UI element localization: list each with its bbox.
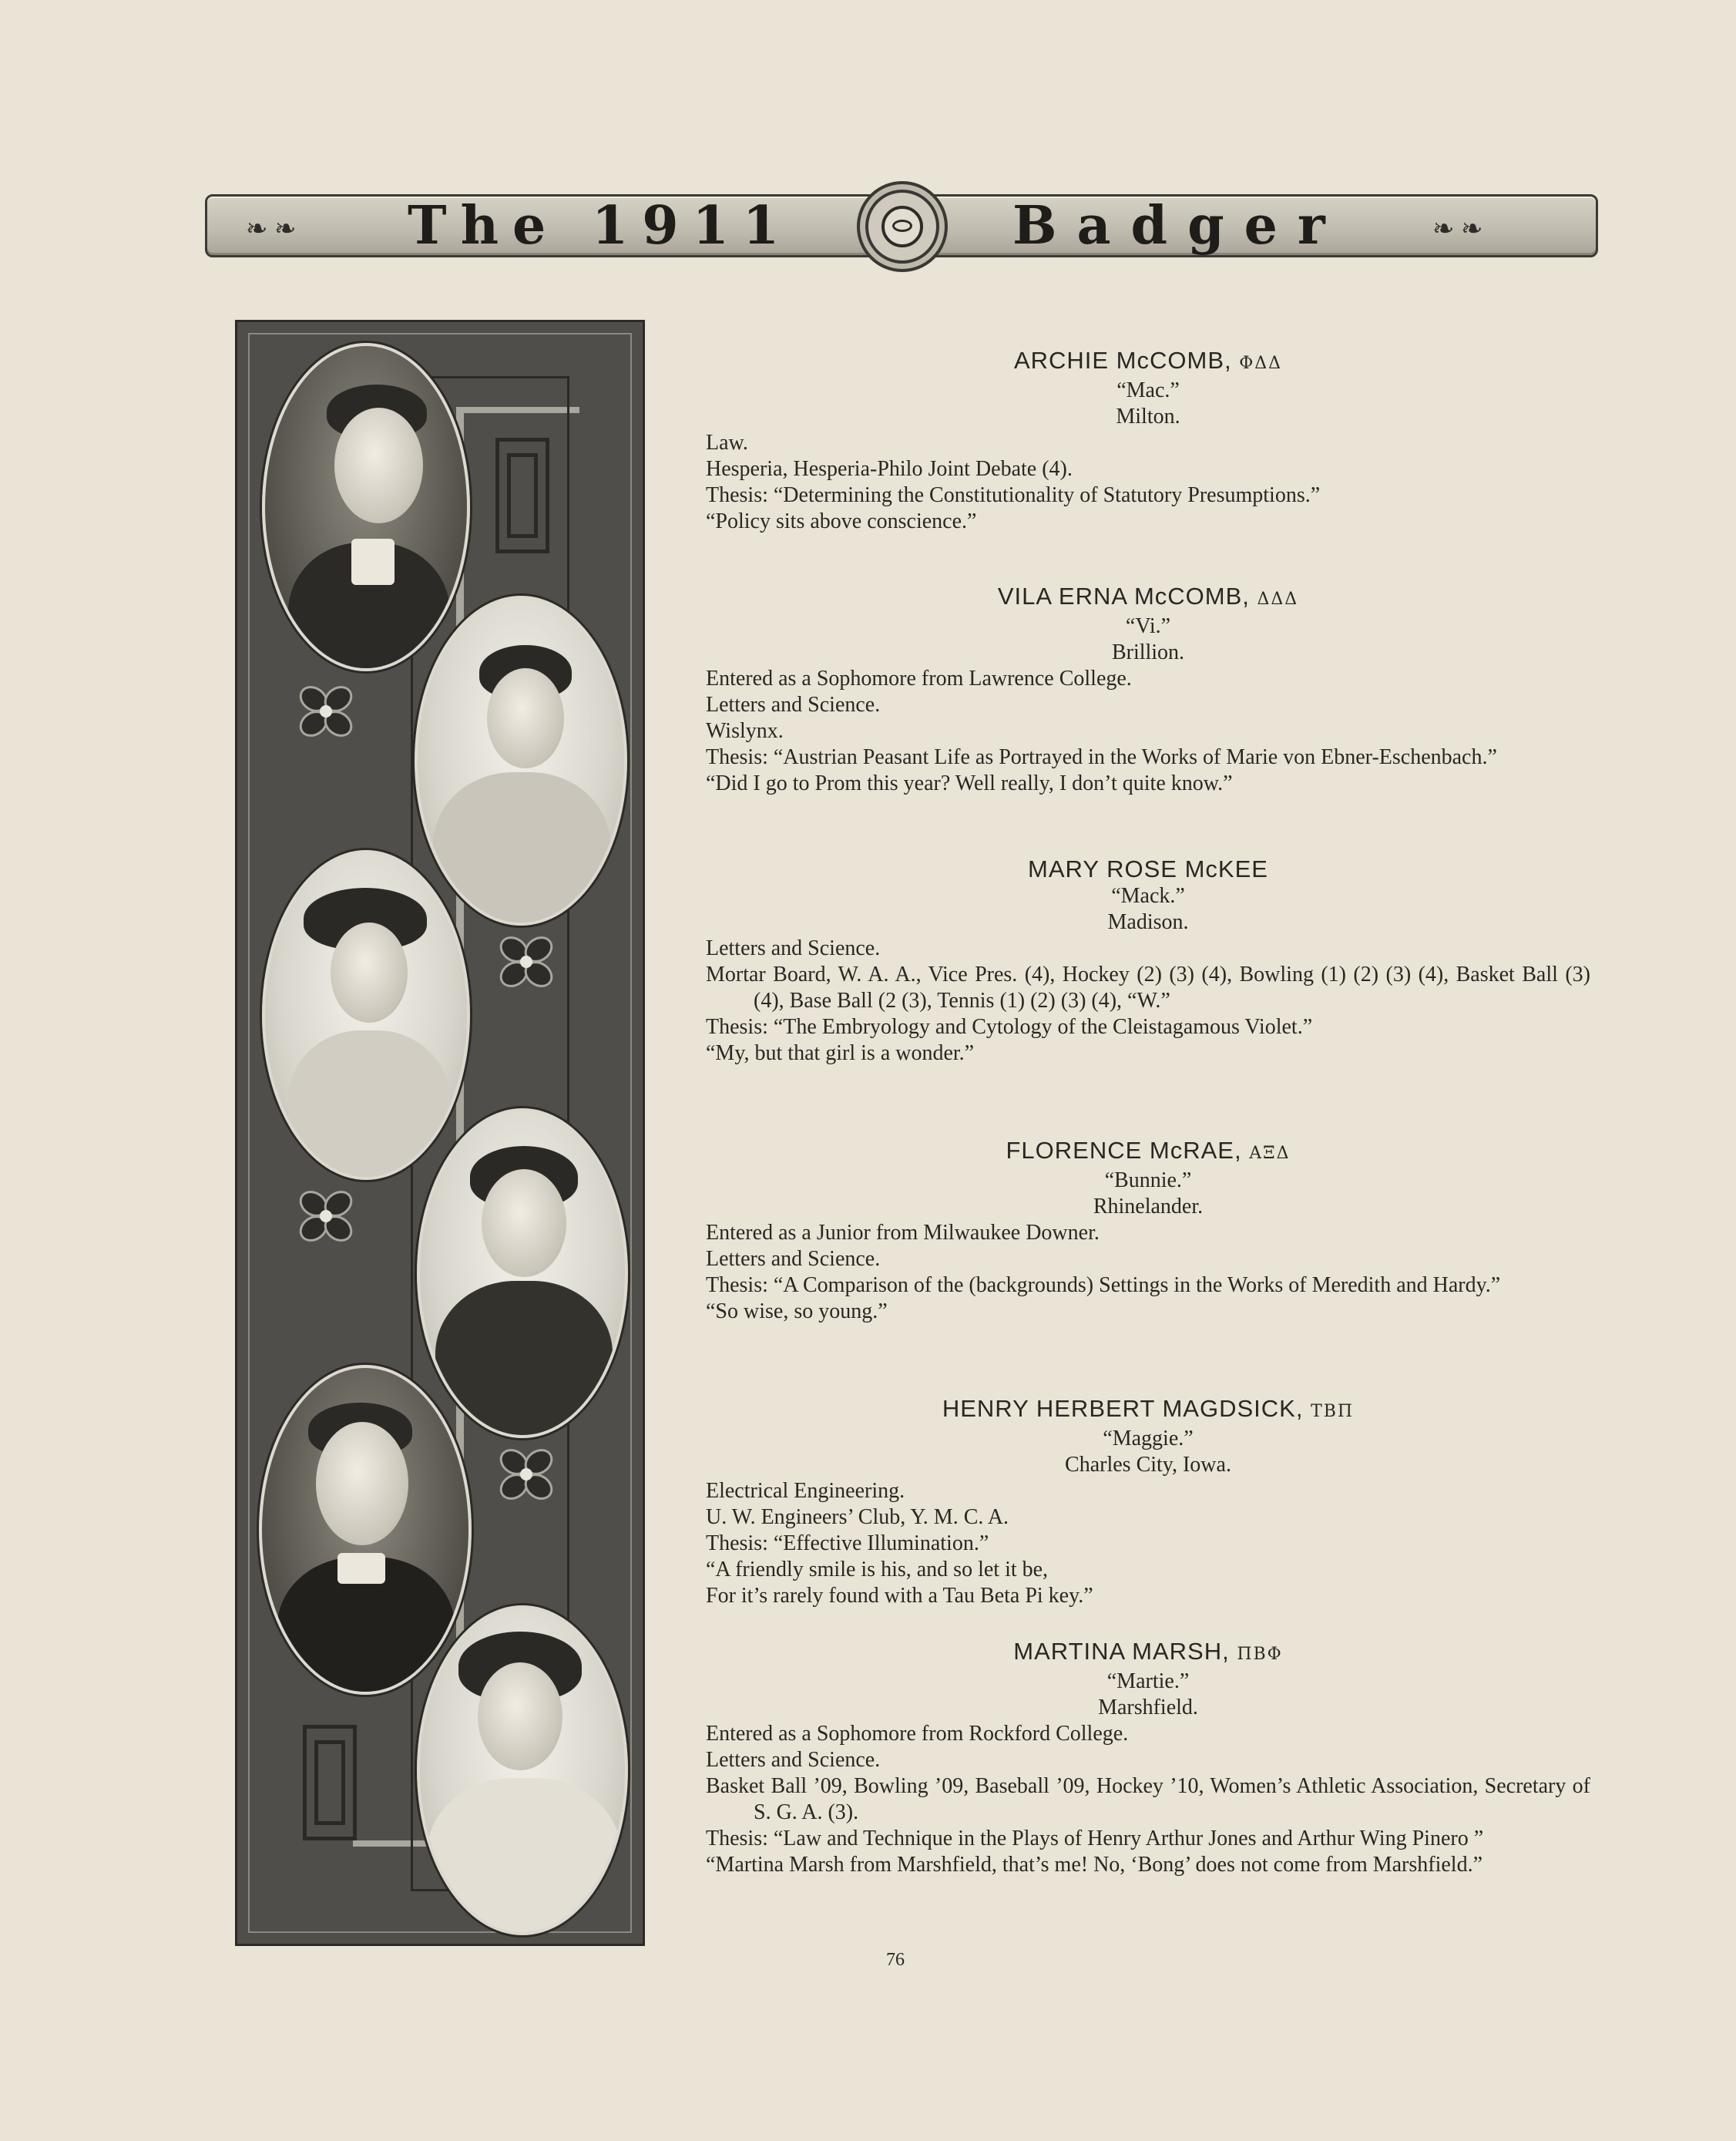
entry-line: Thesis: “A Comparison of the (backgrounds) Settings in the Works of Meredith and Hardy.” [706, 1273, 1501, 1297]
entry-fraternity: ΠBΦ [1237, 1645, 1283, 1664]
entry-line: “So wise, so young.” [706, 1299, 888, 1323]
clover-ornament-icon [295, 681, 357, 742]
entry-line: Letters and Science. [706, 1247, 881, 1271]
ornament-right-icon: ❧ ❧ [1432, 215, 1483, 244]
entry-line: Thesis: “Determining the Constitutionality of Statutory Presumptions.” [706, 483, 1321, 507]
university-seal-icon [857, 181, 948, 272]
entry-line: Wislynx. [706, 719, 784, 743]
entry-fraternity: TBΠ [1311, 1402, 1355, 1421]
clover-ornament-icon [295, 1185, 357, 1247]
entry-name: MARTINA MARSH, [1013, 1638, 1230, 1665]
page-number: 76 [886, 1950, 905, 1970]
entry-line: “Policy sits above conscience.” [706, 509, 977, 533]
entry-henry-herbert-magdsick [706, 1395, 1590, 1609]
entry-line: Entered as a Junior from Milwaukee Downer. [706, 1221, 1100, 1245]
entry-line: Entered as a Sophomore from Lawrence College. [706, 667, 1132, 691]
entry-hometown: Rhinelander. [1093, 1195, 1204, 1218]
entry-line: U. W. Engineers’ Club, Y. M. C. A. [706, 1505, 1009, 1529]
header-banner [205, 194, 1598, 257]
entry-line: For it’s rarely found with a Tau Beta Pi key.” [706, 1584, 1093, 1608]
portrait-vila-erna-mccomb [415, 596, 627, 926]
entry-name: HENRY HERBERT MAGDSICK, [942, 1395, 1304, 1422]
entry-fraternity: ΔΔΔ [1257, 590, 1299, 609]
banner-title-left: The 1911 [408, 195, 794, 257]
entry-line: “My, but that girl is a wonder.” [706, 1041, 975, 1065]
entry-nickname: “Martie.” [1106, 1669, 1190, 1693]
entry-line: Hesperia, Hesperia-Philo Joint Debate (4). [706, 457, 1073, 481]
entry-fraternity: AΞΔ [1249, 1144, 1291, 1163]
entry-line: Electrical Engineering. [706, 1479, 905, 1503]
entry-hometown: Charles City, Iowa. [1065, 1453, 1231, 1477]
entry-line: Law. [706, 431, 748, 455]
entry-nickname: “Bunnie.” [1104, 1168, 1192, 1192]
entry-name: FLORENCE McRAE, [1006, 1137, 1242, 1164]
entry-line: Thesis: “Austrian Peasant Life as Portrayed in the Works of Marie von Ebner-Eschenbach.” [706, 745, 1497, 769]
entry-line: Letters and Science. [706, 1748, 881, 1772]
entry-name: MARY ROSE McKEE [1028, 855, 1268, 882]
banner-title-right: Badger [1012, 195, 1345, 257]
entry-hometown: Madison. [1107, 910, 1189, 934]
entry-nickname: “Vi.” [1125, 614, 1171, 638]
entry-nickname: “Maggie.” [1103, 1427, 1194, 1450]
entry-name: VILA ERNA McCOMB, [997, 583, 1250, 610]
entry-line: “Martina Marsh from Marshfield, that’s me! No, ‘Bong’ does not come from Marshfield.” [706, 1853, 1482, 1877]
entry-line: Thesis: “The Embryology and Cytology of the Cleistagamous Violet.” [706, 1015, 1313, 1039]
entry-nickname: “Mack.” [1111, 884, 1185, 908]
portrait-henry-herbert-magdsick [259, 1365, 472, 1695]
portrait-mary-rose-mckee [262, 850, 470, 1180]
portrait-archie-mccomb [262, 343, 470, 671]
entry-line: “Did I go to Prom this year? Well really, I don’t quite know.” [706, 771, 1233, 795]
entry-line: Letters and Science. [706, 936, 881, 960]
clover-ornament-icon [495, 1444, 557, 1505]
entry-martina-marsh [706, 1638, 1590, 1878]
portrait-column [235, 320, 645, 1946]
clover-ornament-icon [495, 931, 557, 993]
entry-line: Entered as a Sophomore from Rockford College. [706, 1722, 1129, 1746]
entry-hometown: Marshfield. [1098, 1696, 1198, 1719]
entry-line: Mortar Board, W. A. A., Vice Pres. (4), Hockey (2) (3) (4), Bowling (1) (2) (3) (4), Basket Ball (3) (4), Base Ball (2 (3), Tennis (1) (2) (3) (4), “W.” [706, 963, 1590, 1013]
entry-hometown: Brillion. [1111, 640, 1185, 664]
entry-fraternity: ΦΔΔ [1239, 354, 1283, 373]
entry-florence-mcrae [706, 1137, 1590, 1325]
entry-name: ARCHIE McCOMB, [1013, 347, 1232, 374]
portrait-florence-mcrae [417, 1108, 628, 1438]
entry-line: Thesis: “Law and Technique in the Plays of Henry Arthur Jones and Arthur Wing Pinero ” [706, 1827, 1484, 1850]
entry-line: “A friendly smile is his, and so let it be, [706, 1558, 1049, 1581]
entry-hometown: Milton. [1116, 405, 1180, 429]
ornament-left-icon: ❧ ❧ [246, 215, 297, 244]
entry-nickname: “Mac.” [1116, 378, 1180, 402]
portrait-martina-marsh [417, 1605, 628, 1935]
entry-line: Letters and Science. [706, 693, 881, 717]
entry-line: Thesis: “Effective Illumination.” [706, 1531, 989, 1555]
entry-line: Basket Ball ’09, Bowling ’09, Baseball ’09, Hockey ’10, Women’s Athletic Association, Secretary of S. G. A. (3). [706, 1774, 1590, 1824]
entry-mary-rose-mckee [706, 855, 1590, 1067]
entry-archie-mccomb [706, 347, 1590, 535]
entry-vila-erna-mccomb [706, 583, 1590, 797]
